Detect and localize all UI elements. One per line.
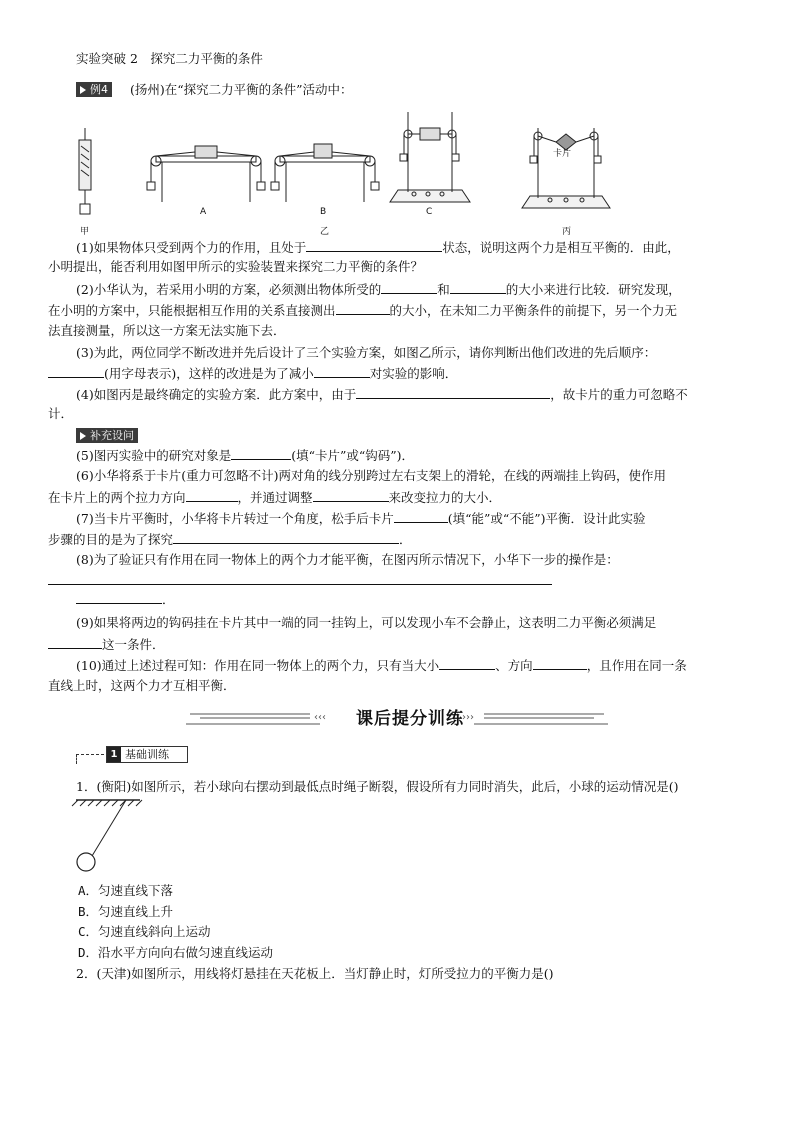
- q2-blank2[interactable]: [450, 280, 506, 294]
- q1-line2: 小明提出，能否利用如图甲所示的实验装置来探究二力平衡的条件？: [48, 259, 424, 274]
- q7-blank1[interactable]: [394, 509, 448, 523]
- q3-blank1[interactable]: [48, 364, 104, 378]
- label-jia: 甲: [80, 227, 90, 237]
- q4-blank[interactable]: [356, 385, 550, 399]
- spring-scale-figure: [79, 128, 91, 214]
- q2-line1: (2)小华认为，若采用小明的方案，必须测出物体所受的 和 的大小来进行比较．研究发现，: [76, 282, 681, 297]
- q7-line2: 步骤的目的是为了探究 ．: [48, 532, 412, 547]
- label-b: B: [320, 207, 327, 217]
- q4-line1: (4)如图丙是最终确定的实验方案．此方案中，由于 ，故卡片的重力可忽略不: [76, 387, 688, 402]
- section-heading: 实验突破 2 探究二力平衡的条件: [76, 51, 263, 66]
- q10-line1: (10)通过上述过程可知：作用在同一物体上的两个力，只有当大小 、方向 ，且作用在同一条: [76, 658, 687, 673]
- q10-line2: 直线上时，这两个力才互相平衡．: [48, 678, 236, 693]
- problem1-option-c[interactable]: C．匀速直线斜向上运动: [78, 924, 211, 939]
- setup-bing-figure: [522, 128, 610, 208]
- q6-blank2[interactable]: [313, 488, 389, 502]
- q10-blank2[interactable]: [533, 656, 587, 670]
- q4-line2: 计．: [48, 406, 74, 421]
- q8-blank1[interactable]: [48, 584, 552, 585]
- svg-text:‹‹‹: ‹‹‹: [314, 712, 326, 723]
- q2-line2: 在小明的方案中，只能根据相互作用的关系直接测出 的大小，在未知二力平衡条件的前提下，另一个力无: [48, 303, 678, 318]
- q6-line2: 在卡片上的两个拉力方向 ，并通过调整 来改变拉力的大小．: [48, 490, 502, 505]
- q3-line1: (3)为此，两位同学不断改进并先后设计了三个实验方案，如图乙所示，请你判断出他们改进的先后顺序：: [76, 345, 657, 360]
- q8-line1: (8)为了验证只有作用在同一物体上的两个力才能平衡，在图丙所示情况下，小华下一步的操作是：: [76, 552, 619, 567]
- setup-a-figure: [147, 146, 265, 202]
- label-a: A: [200, 207, 207, 217]
- section-dash-v: [76, 754, 77, 764]
- q1-blank[interactable]: [306, 238, 442, 252]
- after-class-banner: [0, 704, 794, 728]
- q10-blank1[interactable]: [439, 656, 495, 670]
- q3-line2: (用字母表示)，这样的改进是为了减小 对实验的影响．: [48, 364, 457, 383]
- section-box: [106, 746, 188, 763]
- problem1-option-d[interactable]: D．沿水平方向向右做匀速直线运动: [78, 945, 274, 960]
- section-dash: [76, 754, 104, 755]
- q5-line: (5)图丙实验中的研究对象是 (填“卡片”或“钩码”)．: [76, 448, 415, 463]
- basic-training-header: [76, 746, 188, 762]
- label-card: 卡片: [553, 149, 572, 159]
- section-number: 1: [107, 747, 121, 762]
- q6-blank1[interactable]: [186, 488, 238, 502]
- q9-blank[interactable]: [48, 635, 102, 649]
- experiment-figures: [70, 106, 630, 234]
- example-intro: (扬州)在“探究二力平衡的条件”活动中：: [130, 82, 353, 97]
- label-c: C: [426, 207, 433, 217]
- q7-line1: (7)当卡片平衡时，小华将卡片转过一个角度，松手后卡片 (填“能”或“不能”)平衡．设计此实验: [76, 511, 646, 526]
- q8-line3: ．: [76, 590, 175, 609]
- q2-blank3[interactable]: [336, 301, 390, 315]
- q6-line1: (6)小华将系于卡片(重力可忽略不计)两对角的线分别跨过左右支架上的滑轮，在线的两端挂上钩码，使作用: [76, 468, 666, 483]
- label-yi: 乙: [320, 227, 330, 237]
- problem2-stem: 2．(天津)如图所示，用线将灯悬挂在天花板上．当灯静止时，灯所受拉力的平衡力是(): [76, 966, 554, 981]
- q1-line1: (1)如果物体只受到两个力的作用，且处于 状态，说明这两个力是相互平衡的．由此，: [76, 240, 680, 255]
- setup-c-figure: [390, 112, 470, 202]
- section-label: 基础训练: [125, 748, 169, 761]
- problem1-option-b[interactable]: B．匀速直线上升: [78, 904, 174, 919]
- q8-blank2[interactable]: [76, 590, 162, 604]
- supplement-tag: 补充设问: [76, 428, 138, 443]
- svg-text:›››: ›››: [462, 712, 474, 723]
- q9-line1: (9)如果将两边的钩码挂在卡片其中一端的同一挂钩上，可以发现小车不会静止，这表明二力平衡必须满足: [76, 615, 657, 630]
- pendulum-figure: [70, 798, 150, 878]
- setup-b-figure: [271, 144, 379, 202]
- q7-blank2[interactable]: [173, 530, 399, 544]
- label-bing: 丙: [562, 227, 572, 237]
- banner-title: 课后提分训练: [356, 709, 464, 729]
- example-tag: 例4: [76, 82, 112, 97]
- problem1-option-a[interactable]: A．匀速直线下落: [78, 883, 174, 898]
- q9-line2: 这一条件．: [48, 635, 165, 654]
- q2-line3: 法直接测量，所以这一方案无法实施下去．: [48, 323, 286, 338]
- q2-blank1[interactable]: [381, 280, 437, 294]
- q5-blank[interactable]: [231, 446, 291, 460]
- problem1-stem: 1．(衡阳)如图所示，若小球向右摆动到最低点时绳子断裂，假设所有力同时消失，此后，小球的运动情况是(): [76, 779, 679, 794]
- q3-blank2[interactable]: [314, 364, 370, 378]
